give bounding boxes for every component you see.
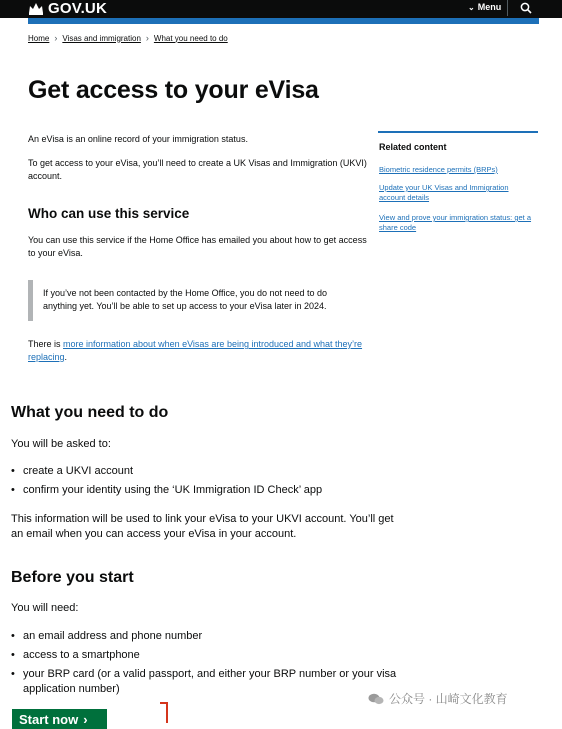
intro-text: An eVisa is an online record of your immigration status. <box>28 134 248 144</box>
breadcrumb-what-to-do[interactable]: What you need to do <box>153 33 228 43</box>
list-item: • access to a smartphone <box>11 648 411 663</box>
need-text: You will need: <box>11 602 79 614</box>
chevron-down-icon: ⌄ <box>468 2 475 12</box>
list-item: • create a UKVI account <box>11 464 322 483</box>
header-divider <box>507 0 508 16</box>
account-text: To get access to your eVisa, you’ll need to create a UK Visas and Immigration (UKVI) account. <box>28 158 367 181</box>
breadcrumb-home[interactable]: Home <box>28 33 50 43</box>
inset-paragraph: If you’ve not been contacted by the Home Office, you do not need to do anything yet. You’ll be able to set up access to your eVisa later in 2024. <box>43 288 328 311</box>
related-link-update-account[interactable]: Update your UK Visas and Immigration account details <box>379 183 509 202</box>
more-info-prefix: There is <box>28 339 64 349</box>
inset-text <box>28 280 363 321</box>
list-item: • an email address and phone number <box>11 629 411 644</box>
more-info-suffix: . <box>64 352 68 362</box>
govuk-logo[interactable] <box>28 0 107 16</box>
govuk-header <box>0 0 562 18</box>
start-now-button[interactable] <box>12 709 107 729</box>
more-info-link[interactable]: more information about when eVisas are being introduced and what they’re replacing <box>28 339 363 362</box>
who-heading: Who can use this service <box>28 206 190 221</box>
list-item: • your BRP card (or a valid passport, and either your BRP number or your visa application number) <box>11 667 411 697</box>
what-list <box>11 464 322 502</box>
watermark-text: 公众号 · 山崎文化教育 <box>389 692 508 706</box>
chevron-right-icon: › <box>83 711 88 727</box>
need-list <box>11 629 411 701</box>
link-info-text: This information will be used to link your eVisa to your UKVI account. You’ll get an email when you can access your eVisa in your account. <box>11 513 394 540</box>
start-now-label: Start now <box>19 711 79 727</box>
breadcrumb <box>28 33 228 43</box>
what-heading: What you need to do <box>11 404 169 421</box>
chevron-right-icon: › <box>54 33 58 43</box>
before-heading: Before you start <box>11 569 134 586</box>
related-title: Related content <box>379 142 447 152</box>
wechat-icon <box>368 693 384 705</box>
asked-text: You will be asked to: <box>11 438 111 450</box>
crown-icon <box>28 1 44 15</box>
watermark <box>368 690 508 707</box>
red-highlight-box <box>160 702 168 723</box>
chevron-right-icon: › <box>145 33 149 43</box>
page-title: Get access to your eVisa <box>28 76 319 104</box>
menu-button[interactable] <box>468 2 501 12</box>
more-info-text <box>28 338 368 364</box>
logo-text: GOV.UK <box>48 0 107 17</box>
search-icon[interactable] <box>520 2 532 14</box>
who-text: You can use this service if the Home Office has emailed you about how to get access to your eVisa. <box>28 235 367 258</box>
header-accent-bar <box>28 18 539 24</box>
related-link-share-code[interactable]: View and prove your immigration status: get a share code <box>379 213 532 232</box>
list-item: • confirm your identity using the ‘UK Immigration ID Check’ app <box>11 483 322 502</box>
related-link-brp[interactable]: Biometric residence permits (BRPs) <box>379 165 498 174</box>
breadcrumb-visas[interactable]: Visas and immigration <box>62 33 141 43</box>
menu-label: Menu <box>477 2 502 12</box>
related-content <box>378 131 538 232</box>
